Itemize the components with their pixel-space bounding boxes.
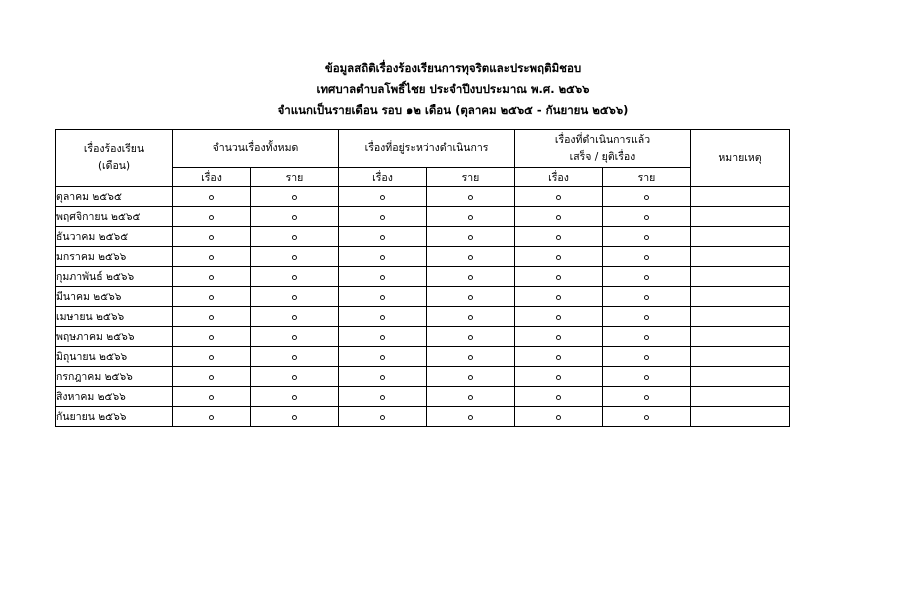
table-row bbox=[56, 367, 790, 387]
value-cell: ๐ bbox=[173, 247, 251, 267]
value-cell: ๐ bbox=[339, 307, 427, 327]
remark-cell bbox=[691, 227, 790, 247]
title-line-2: เทศบาลตำบลโพธิ์ไชย ประจำปีงบประมาณ พ.ศ. ๒๕๖๖ bbox=[316, 82, 590, 96]
subheader-total-case: เรื่อง bbox=[173, 168, 251, 187]
value-cell: ๐ bbox=[515, 307, 603, 327]
value-cell: ๐ bbox=[427, 307, 515, 327]
table-row bbox=[56, 227, 790, 247]
value-cell: ๐ bbox=[515, 227, 603, 247]
value-cell: ๐ bbox=[603, 327, 691, 347]
remark-cell bbox=[691, 367, 790, 387]
value-cell: ๐ bbox=[173, 327, 251, 347]
value-cell: ๐ bbox=[515, 267, 603, 287]
value-cell: ๐ bbox=[603, 307, 691, 327]
value-cell: ๐ bbox=[339, 187, 427, 207]
value-cell: ๐ bbox=[339, 207, 427, 227]
table-row bbox=[56, 247, 790, 267]
value-cell: ๐ bbox=[173, 307, 251, 327]
value-cell: ๐ bbox=[515, 367, 603, 387]
header-done-line-1: เรื่องที่ดำเนินการแล้ว bbox=[554, 133, 651, 146]
subheader-progress-case: เรื่อง bbox=[339, 168, 427, 187]
value-cell: ๐ bbox=[603, 227, 691, 247]
value-cell: ๐ bbox=[173, 387, 251, 407]
value-cell: ๐ bbox=[251, 207, 339, 227]
table-row bbox=[56, 327, 790, 347]
value-cell: ๐ bbox=[251, 267, 339, 287]
header-month-line-1: เรื่องร้องเรียน bbox=[83, 143, 145, 155]
table-row bbox=[56, 287, 790, 307]
header-done-group bbox=[515, 130, 691, 168]
table-row bbox=[56, 307, 790, 327]
value-cell: ๐ bbox=[427, 387, 515, 407]
value-cell: ๐ bbox=[427, 187, 515, 207]
table-row bbox=[56, 387, 790, 407]
value-cell: ๐ bbox=[515, 407, 603, 427]
title-line-3: จำแนกเป็นรายเดือน รอบ ๑๒ เดือน (ตุลาคม ๒๕๖๕ - กันยายน ๒๕๖๖) bbox=[277, 103, 629, 117]
month-cell: ธันวาคม ๒๕๖๕ bbox=[56, 227, 173, 247]
table-row bbox=[56, 187, 790, 207]
value-cell: ๐ bbox=[515, 187, 603, 207]
header-month-line-2: (เดือน) bbox=[97, 160, 131, 172]
value-cell: ๐ bbox=[251, 407, 339, 427]
value-cell: ๐ bbox=[427, 367, 515, 387]
value-cell: ๐ bbox=[603, 207, 691, 227]
value-cell: ๐ bbox=[603, 247, 691, 267]
value-cell: ๐ bbox=[603, 187, 691, 207]
header-total-group: จำนวนเรื่องทั้งหมด bbox=[173, 130, 339, 168]
value-cell: ๐ bbox=[173, 347, 251, 367]
value-cell: ๐ bbox=[603, 407, 691, 427]
remark-cell bbox=[691, 287, 790, 307]
month-cell: กุมภาพันธ์ ๒๕๖๖ bbox=[56, 267, 173, 287]
value-cell: ๐ bbox=[251, 387, 339, 407]
month-cell: พฤษภาคม ๒๕๖๖ bbox=[56, 327, 173, 347]
value-cell: ๐ bbox=[427, 207, 515, 227]
table-row bbox=[56, 207, 790, 227]
month-cell: สิงหาคม ๒๕๖๖ bbox=[56, 387, 173, 407]
value-cell: ๐ bbox=[427, 287, 515, 307]
value-cell: ๐ bbox=[339, 267, 427, 287]
subheader-total-person: ราย bbox=[251, 168, 339, 187]
remark-cell bbox=[691, 407, 790, 427]
table-row bbox=[56, 267, 790, 287]
value-cell: ๐ bbox=[173, 267, 251, 287]
month-cell: กรกฎาคม ๒๕๖๖ bbox=[56, 367, 173, 387]
value-cell: ๐ bbox=[339, 227, 427, 247]
value-cell: ๐ bbox=[603, 367, 691, 387]
value-cell: ๐ bbox=[427, 327, 515, 347]
remark-cell bbox=[691, 327, 790, 347]
value-cell: ๐ bbox=[603, 267, 691, 287]
complaint-statistics-table bbox=[55, 129, 790, 427]
value-cell: ๐ bbox=[251, 287, 339, 307]
table-row bbox=[56, 347, 790, 367]
value-cell: ๐ bbox=[173, 287, 251, 307]
value-cell: ๐ bbox=[603, 387, 691, 407]
value-cell: ๐ bbox=[173, 367, 251, 387]
value-cell: ๐ bbox=[515, 327, 603, 347]
value-cell: ๐ bbox=[427, 227, 515, 247]
value-cell: ๐ bbox=[251, 367, 339, 387]
value-cell: ๐ bbox=[427, 267, 515, 287]
value-cell: ๐ bbox=[603, 287, 691, 307]
table-body bbox=[56, 187, 790, 427]
value-cell: ๐ bbox=[603, 347, 691, 367]
remark-cell bbox=[691, 247, 790, 267]
value-cell: ๐ bbox=[427, 247, 515, 267]
value-cell: ๐ bbox=[173, 407, 251, 427]
month-cell: เมษายน ๒๕๖๖ bbox=[56, 307, 173, 327]
value-cell: ๐ bbox=[515, 347, 603, 367]
value-cell: ๐ bbox=[251, 307, 339, 327]
remark-cell bbox=[691, 267, 790, 287]
value-cell: ๐ bbox=[339, 367, 427, 387]
value-cell: ๐ bbox=[173, 227, 251, 247]
table-row bbox=[56, 407, 790, 427]
value-cell: ๐ bbox=[251, 247, 339, 267]
value-cell: ๐ bbox=[339, 287, 427, 307]
title-line-1: ข้อมูลสถิติเรื่องร้องเรียนการทุจริตและประพฤติมิชอบ bbox=[324, 61, 582, 75]
remark-cell bbox=[691, 187, 790, 207]
month-cell: กันยายน ๒๕๖๖ bbox=[56, 407, 173, 427]
value-cell: ๐ bbox=[173, 207, 251, 227]
header-remarks: หมายเหตุ bbox=[691, 130, 790, 187]
value-cell: ๐ bbox=[251, 187, 339, 207]
value-cell: ๐ bbox=[339, 387, 427, 407]
value-cell: ๐ bbox=[427, 347, 515, 367]
value-cell: ๐ bbox=[251, 327, 339, 347]
value-cell: ๐ bbox=[339, 407, 427, 427]
value-cell: ๐ bbox=[251, 227, 339, 247]
month-cell: ตุลาคม ๒๕๖๕ bbox=[56, 187, 173, 207]
value-cell: ๐ bbox=[339, 247, 427, 267]
month-cell: มกราคม ๒๕๖๖ bbox=[56, 247, 173, 267]
header-done-line-2: เสร็จ / ยุติเรื่อง bbox=[569, 150, 636, 163]
remark-cell bbox=[691, 347, 790, 367]
value-cell: ๐ bbox=[173, 187, 251, 207]
subheader-done-case: เรื่อง bbox=[515, 168, 603, 187]
value-cell: ๐ bbox=[515, 207, 603, 227]
value-cell: ๐ bbox=[515, 387, 603, 407]
document-title-block bbox=[0, 58, 906, 121]
value-cell: ๐ bbox=[515, 287, 603, 307]
month-cell: พฤศจิกายน ๒๕๖๕ bbox=[56, 207, 173, 227]
value-cell: ๐ bbox=[515, 247, 603, 267]
value-cell: ๐ bbox=[339, 347, 427, 367]
header-row-1 bbox=[56, 130, 790, 168]
value-cell: ๐ bbox=[339, 327, 427, 347]
value-cell: ๐ bbox=[427, 407, 515, 427]
remark-cell bbox=[691, 307, 790, 327]
remark-cell bbox=[691, 207, 790, 227]
remark-cell bbox=[691, 387, 790, 407]
month-cell: มิถุนายน ๒๕๖๖ bbox=[56, 347, 173, 367]
header-month bbox=[56, 130, 173, 187]
subheader-progress-person: ราย bbox=[427, 168, 515, 187]
subheader-done-person: ราย bbox=[603, 168, 691, 187]
value-cell: ๐ bbox=[251, 347, 339, 367]
header-in-progress-group: เรื่องที่อยู่ระหว่างดำเนินการ bbox=[339, 130, 515, 168]
month-cell: มีนาคม ๒๕๖๖ bbox=[56, 287, 173, 307]
